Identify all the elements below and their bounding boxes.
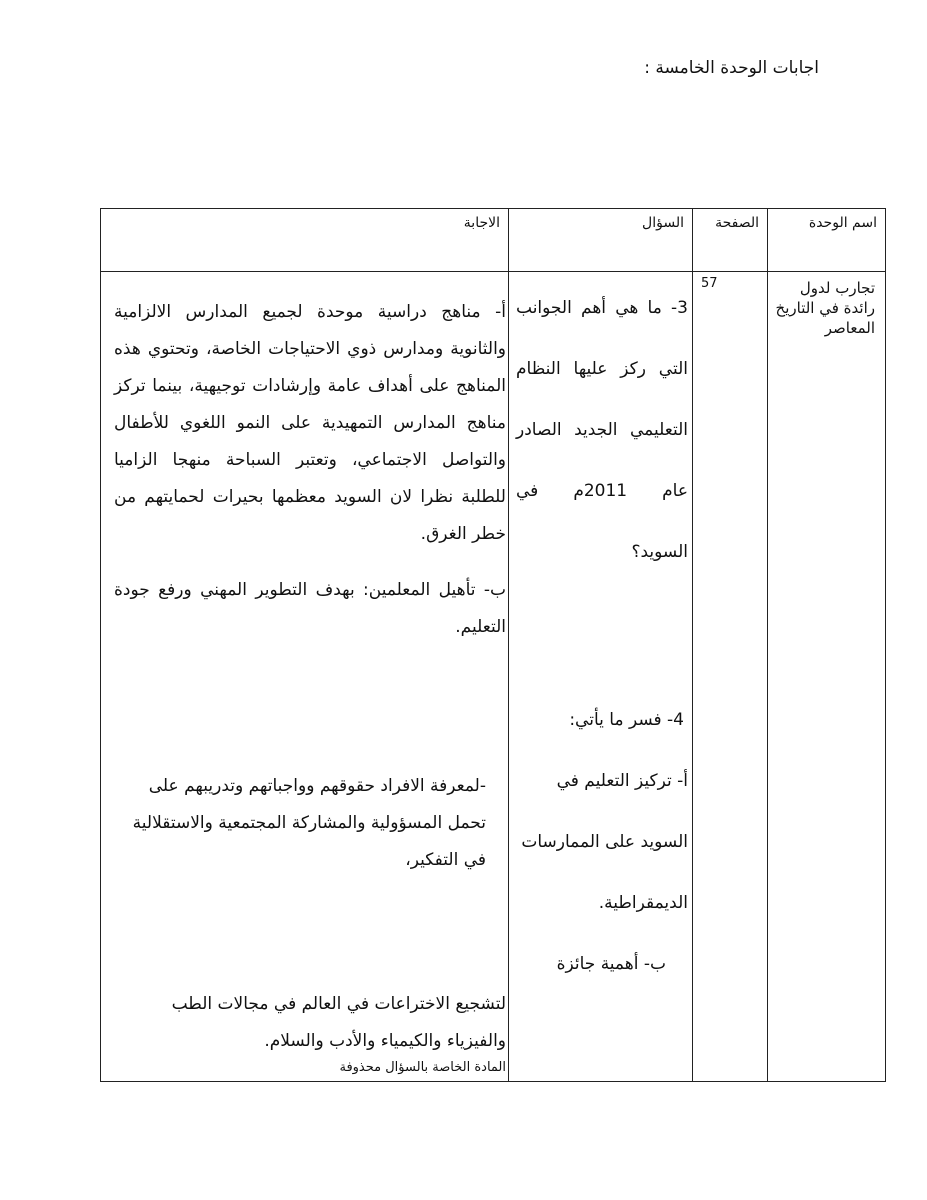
question-4-item-a: أ- تركيز التعليم في السويد على الممارسات الديمقراطية. (521, 771, 688, 913)
unit-name-cell: تجارب لدول رائدة في التاريخ المعاصر (768, 272, 886, 1082)
answer-4a-text: -لمعرفة الافراد حقوقهم وواجباتهم وتدريبهم على تحمل المسؤولية والمشاركة المجتمعية والاستقلالية في التفكير، (132, 776, 486, 870)
header-page: الصفحة (693, 209, 768, 272)
question-cell (509, 272, 693, 1082)
header-answer: الاجابة (101, 209, 509, 272)
answer-cell (101, 272, 509, 1082)
table-header-row (101, 209, 886, 272)
table-row (101, 272, 886, 1082)
answer-3a-text: أ- مناهج دراسية موحدة لجميع المدارس الالزامية والثانوية ومدارس ذوي الاحتياجات الخاصة، وتحتوي هذه المناهج على أهداف عامة وإرشادات توجيهية، بينما تركز مناهج المدارس التمهيدية على النمو اللغوي للأطفال والتواصل الاجتماعي، وتعتبر السباحة منهجا الزاميا للطلبة نظرا لان السويد معظمها بحيرات لحمايتهم من خطر الغرق. (114, 302, 506, 544)
answer-3b-text: ب- تأهيل المعلمين: بهدف التطوير المهني ورفع جودة التعليم. (114, 580, 506, 637)
header-unit-name: اسم الوحدة (768, 209, 886, 272)
answer-4b-text: لتشجيع الاختراعات في العالم في مجالات الطب والفيزياء والكيمياء والأدب والسلام. (171, 994, 506, 1051)
answer-note: المادة الخاصة بالسؤال محذوفة (339, 1060, 506, 1075)
answers-table (100, 208, 886, 1082)
question-4-title: 4- فسر ما يأتي: (569, 710, 684, 730)
page-number-cell: 57 (693, 272, 768, 1082)
question-4-block (516, 690, 688, 995)
page-heading: اجابات الوحدة الخامسة : (644, 58, 819, 78)
question-3-text: 3- ما هي أهم الجوانب التي ركز عليها النظام التعليمي الجديد الصادر عام 2011م في السويد؟ (516, 298, 688, 562)
header-question: السؤال (509, 209, 693, 272)
question-4-item-b: ب- أهمية جائزة (556, 954, 666, 974)
